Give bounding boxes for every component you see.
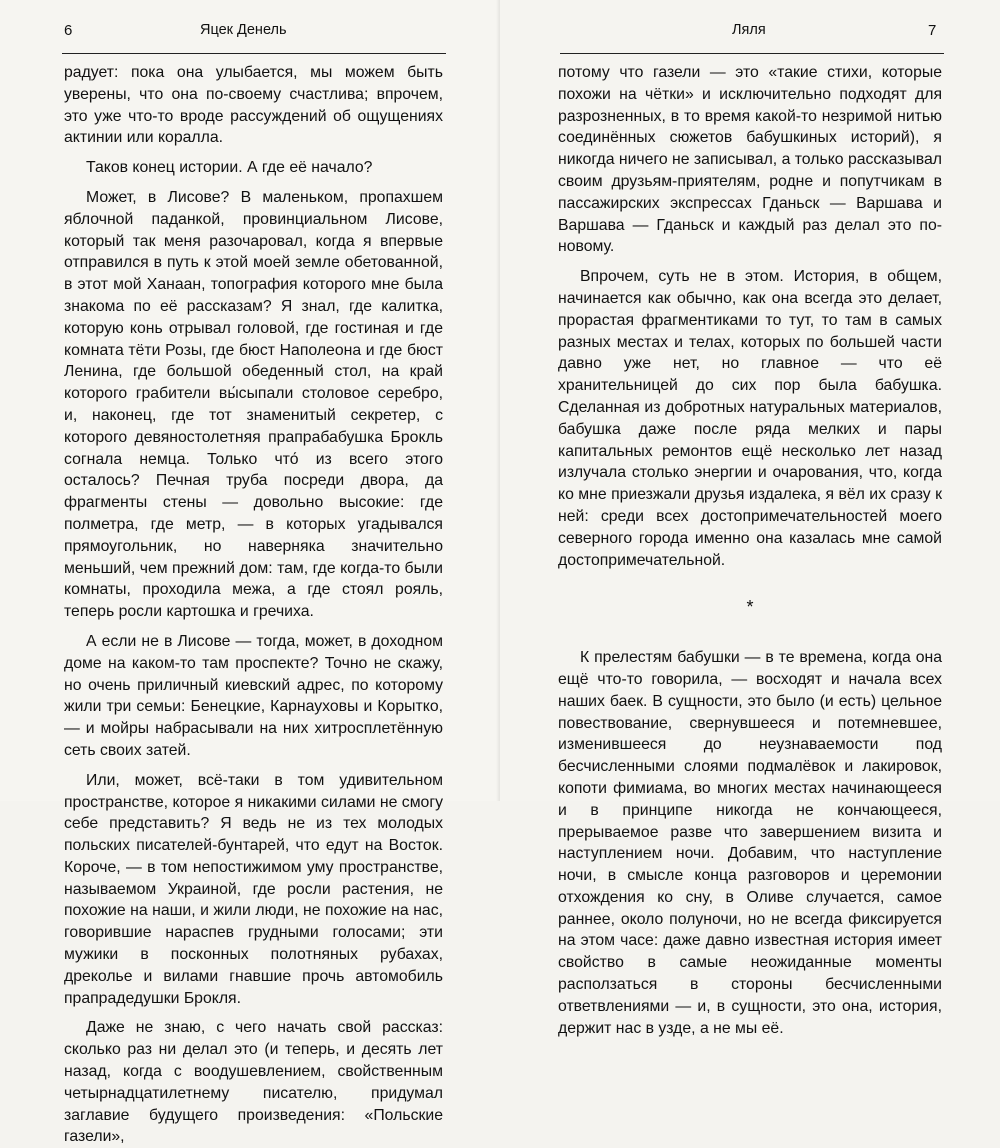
- paragraph: Даже не знаю, с чего начать свой рассказ: сколько раз ни делал это (и теперь, и десять лет назад, когда с воодушевлением, свойственным четырнадцатилетнему писателю, придумал заглавие будущего произведения: «Польские газели»,: [64, 1019, 443, 1146]
- paragraph: Может, в Лисове? В маленьком, пропахшем яблочной паданкой, провинциальном Лисове, который так меня разочаровал, когда я впервые отправился в путь к этой моей земле обетованной, в этот мой Ханаан, топография которого мне была знакома по её рассказам? Я знал, где калитка, которую конь отрывал головой, где гостиная и где комната тёти Розы, где бюст Наполеона и где бюст Ленина, где большой обеденный стол, на край которого грабители вы́сыпали столовое серебро, и, наконец, где тот знаменитый секретер, с которого девяностолетняя прапрабабушка Брокль согнала немца. Только что́ из всего этого осталось? Печная труба посреди двора, да фрагменты стены — довольно высокие: где полметра, где метр, — в которых угадывался прямоугольник, но наверняка значительно меньший, чем прежний дом: там, где когда-то были комнаты, проходила межа, а где стоял рояль, теперь росли картошка и гречиха.: [64, 188, 443, 621]
- header-rule: [62, 53, 446, 54]
- paragraph: радует: пока она улыбается, мы можем быть уверены, что она по-своему счастлива; впрочем, это уже что-то вроде рассуждений об ощущениях актинии или коралла.: [64, 64, 443, 147]
- header-rule: [560, 53, 944, 54]
- page-body: [558, 62, 942, 1039]
- paragraph: Таков конец истории. А где её начало?: [86, 159, 373, 177]
- paragraph: А если не в Лисове — тогда, может, в доходном доме на каком-то там проспекте? Точно не скажу, но очень приличный киевский адрес, по которому жили три семьи: Бенецкие, Карнауховы и Корытко, — и мойры набрасывали на них хитросплетённую сеть своих затей.: [64, 632, 443, 759]
- page-body: [64, 62, 443, 1148]
- paragraph: Впрочем, суть не в этом. История, в общем, начинается как обычно, как она всегда это делает, прорастая фрагментиками то тут, то там в самых разных местах и телах, которых по большей части давно уже нет, но главное — что её хранительницей до сих пор была бабушка. Сделанная из добротных натуральных материалов, бабушка даже после ряда мелких и пары капитальных ремонтов ещё несколько лет назад излучала столько энергии и очарования, что, когда ко мне приезжали друзья издалека, я вёл их сразу к ней: среди всех достопримечательностей моего северного города именно она казалась мне самой достопримечательной.: [558, 268, 942, 569]
- paragraph: потому что газели — это «такие стихи, которые похожи на чётки» и исключительно подходят для разрозненных, в то время какой-то незримой нитью соединённых сюжетов бабушкиных историй), я никогда ничего не записывал, а только рассказывал своим друзьям-приятелям, родне и попутчикам в пассажирских экспрессах Гданьск — Варшава и Варшава — Гданьск и каждый раз делал это по-новому.: [558, 64, 942, 256]
- paragraph: Или, может, всё-таки в том удивительном пространстве, которое я никакими силами не смогу себе представить? Я ведь не из тех молодых польских писателей-бунтарей, что едут на Восток. Короче, — в том непостижимом уму пространстве, называемом Украиной, где росли растения, не похожие на наши, и жили люди, не похожие на нас, говорившие нараспев грудными голосами; эти мужики в посконных полотняных рубахах, дреколье и вилами гнавшие прочь автомобиль прапрадедушки Брокля.: [64, 771, 443, 1007]
- paragraph: К прелестям бабушки — в те времена, когда она ещё что-то говорила, — восходят и начала всех наших баек. В сущности, это было (и есть) цельное повествование, свернувшееся и потемневшее, изменившееся до неузнаваемости под бесчисленными слоями подмалёвок и лакировок, копоти фимиама, во многих местах начинающееся и в принципе никогда не кончающееся, прерываемое разве что завершением визита и наступлением ночи. Добавим, что наступление ночи, в смысле конца разговоров и церемонии отхождения ко сну, в Оливе случается, самое раннее, около полуночи, но не всегда фиксируется на этом часе: даже давно известная история имеет свойство в самые неожиданные моменты расползаться в стороны бесчисленными ответвлениями — и, в сущности, это она, история, держит нас в узде, а не мы её.: [558, 649, 942, 1037]
- page-number: 6: [64, 22, 73, 39]
- running-head: Ляля: [732, 22, 766, 38]
- section-break: *: [746, 597, 754, 618]
- right-page: [500, 0, 1000, 1037]
- left-page: [0, 0, 500, 1146]
- page-number: 7: [928, 22, 937, 39]
- running-head: Яцек Денель: [200, 22, 287, 38]
